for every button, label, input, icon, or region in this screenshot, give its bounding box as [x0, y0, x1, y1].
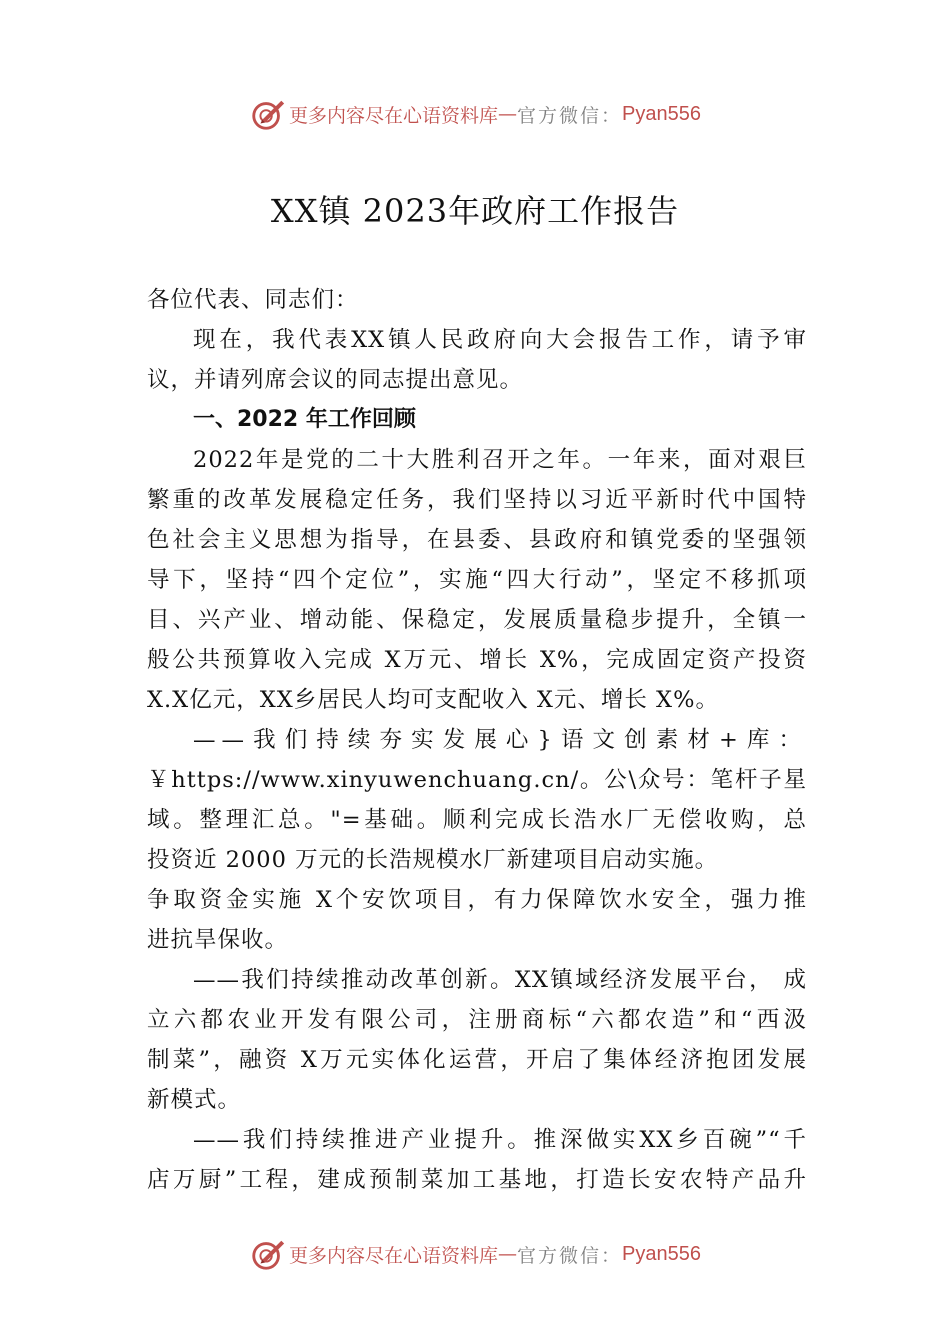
paragraph-line: ——我们持续夯实发展心}语文创素材+库： [193, 727, 807, 753]
banner-slogan: 更多内容尽在心语资料库 [289, 104, 499, 127]
paragraph-line: ——我们持续推进产业提升。推深做实XX乡百碗”“千 [193, 1127, 807, 1153]
banner-dash: — [498, 1243, 518, 1265]
banner-dash: — [498, 103, 518, 125]
paragraph-line: ——我们持续推动改革创新。XX镇域经济发展平台， 成 [193, 967, 807, 993]
document-body [147, 280, 807, 1200]
document-title: XX镇 2023年政府工作报告 [270, 192, 680, 230]
paragraph-line: 投资近 2000 万元的长浩规模水厂新建项目启动实施。 [147, 847, 719, 873]
paragraph-line: 议，并请列席会议的同志提出意见。 [147, 367, 524, 393]
paragraph-line: 新模式。 [147, 1087, 242, 1113]
paragraph-line: 争取资金实施 X个安饮项目，有力保障饮水安全，强力推 [147, 887, 807, 913]
header-watermark-banner [0, 94, 950, 134]
banner-wechat-id: Pyan556 [622, 102, 701, 125]
paragraph-line: 目、兴产业、增动能、保稳定，发展质量稳步提升，全镇一 [147, 607, 807, 633]
section-heading: 一、2022 年工作回顾 [193, 407, 416, 432]
paragraph-line: 进抗旱保收。 [147, 927, 289, 953]
pen-seal-icon [249, 1235, 287, 1273]
banner-wechat-id: Pyan556 [622, 1242, 701, 1265]
paragraph-line: 繁重的改革发展稳定任务，我们坚持以习近平新时代中国特 [147, 487, 807, 513]
paragraph-line: 立六都农业开发有限公司，注册商标“六都农造”和“西汲 [147, 1007, 807, 1033]
paragraph-line: X.X亿元，XX乡居民人均可支配收入 X元、增长 X%。 [147, 687, 719, 713]
banner-slogan: 更多内容尽在心语资料库 [289, 1244, 499, 1267]
banner-wechat-label: 官方微信： [517, 1244, 623, 1267]
paragraph-line: 店万厨”工程，建成预制菜加工基地，打造长安农特产品升 [147, 1167, 807, 1193]
paragraph-line: ￥https://www.xinyuwenchuang.cn/。公\众号：笔杆子星 [147, 767, 807, 793]
paragraph-line: 制菜”，融资 X万元实体化运营，开启了集体经济抱团发展 [147, 1047, 807, 1073]
paragraph-line: 般公共预算收入完成 X万元、增长 X%，完成固定资产投资 [147, 647, 807, 673]
paragraph-line: 导下，坚持“四个定位”，实施“四大行动”，坚定不移抓项 [147, 567, 807, 593]
paragraph-line: 现在，我代表XX镇人民政府向大会报告工作，请予审 [193, 327, 807, 353]
paragraph-line: 色社会主义思想为指导，在县委、县政府和镇党委的坚强领 [147, 527, 807, 553]
paragraph-line: 2022年是党的二十大胜利召开之年。一年来，面对艰巨 [193, 447, 807, 473]
banner-wechat-label: 官方微信： [517, 104, 623, 127]
footer-watermark-banner [0, 1234, 950, 1274]
salutation: 各位代表、同志们： [147, 287, 359, 313]
paragraph-line: 域。整理汇总。"=基础。顺利完成长浩水厂无偿收购，总 [147, 807, 807, 833]
pen-seal-icon [249, 95, 287, 133]
